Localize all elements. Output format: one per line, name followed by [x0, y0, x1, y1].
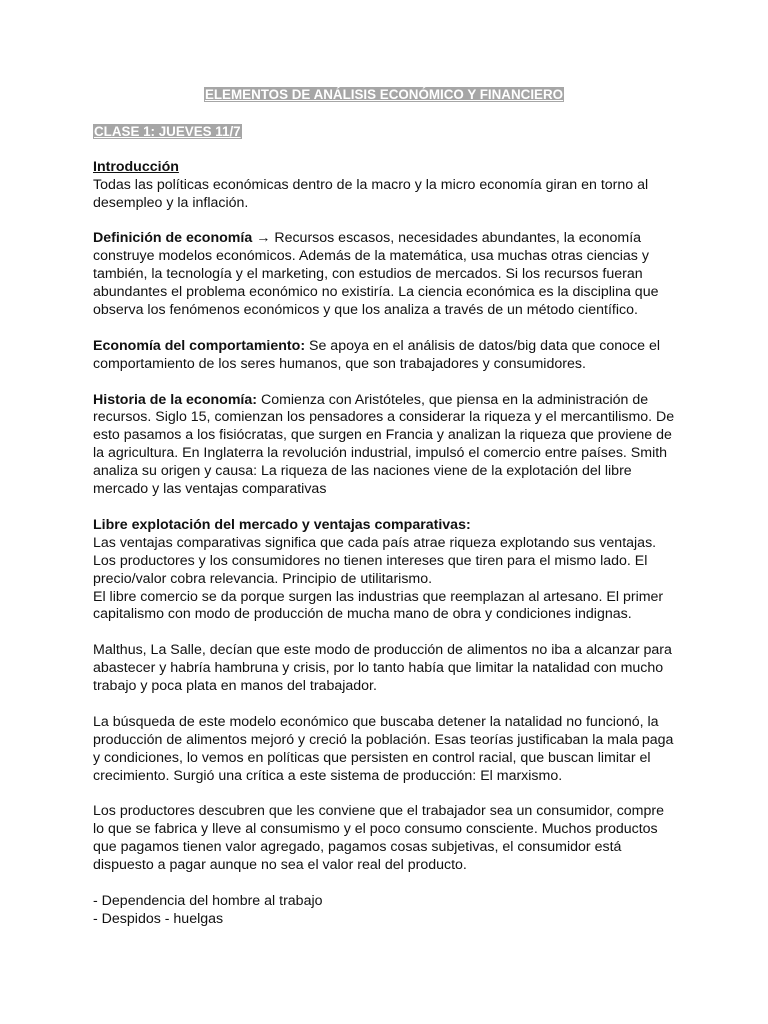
comportamiento-section: [93, 338, 675, 374]
libre-text-2: El libre comercio se da porque surgen las industrias que reemplazan al artesano. El primer capitalismo con modo de producción de mucha mano de obra y condiciones indignas.: [93, 588, 664, 623]
busqueda-text: La búsqueda de este modelo económico que buscaba detener la natalidad no funcionó, la producción de alimentos mejoró y creció la población. Esas teorías justificaban la mala paga y condiciones, lo vemos en políticas que persisten en control racial, que buscan limitar el crecimiento. Surgió una crítica a este sistema de producción: El marxismo.: [93, 713, 674, 784]
definicion-text: → Recursos escasos, necesidades abundantes, la economía construye modelos económicos. Además de la matemática, usa muchas otras ciencias y también, la tecnología y el marketing, con estudios de mercados. Si los recursos fueran abundantes el problema económico no existiría. La ciencia económica es la disciplina que observa los fenómenos económicos y que los analiza a través de un método científico.: [93, 230, 659, 319]
libre-text-1: Las ventajas comparativas significa que cada país atrae riqueza explotando sus ventajas. Los productores y los consumidores no tienen intereses que tiren para el mismo lado. El precio/valor cobra relevancia. Principio de utilitarismo.: [93, 534, 657, 587]
definicion-lead: Definición de economía: [93, 230, 253, 247]
malthus-section: [93, 642, 675, 696]
comportamiento-lead: Economía del comportamiento:: [93, 337, 306, 354]
definicion-section: [93, 230, 675, 320]
document-title: [93, 86, 675, 104]
intro-text: Todas las políticas económicas dentro de la macro y la micro economía giran en torno al desempleo y la inflación.: [93, 176, 649, 211]
title-highlight: ELEMENTOS DE ANÁLISIS ECONÓMICO Y FINANCIERO: [204, 87, 564, 102]
intro-heading: Introducción: [93, 158, 179, 175]
document-body: [93, 86, 675, 929]
historia-lead: Historia de la economía:: [93, 391, 257, 408]
class-date-line: [93, 123, 675, 141]
busqueda-section: [93, 714, 675, 786]
historia-section: [93, 392, 675, 499]
bullet-list: [93, 893, 675, 929]
malthus-text: Malthus, La Salle, decían que este modo de producción de alimentos no iba a alcanzar para abastecer y habría hambruna y crisis, por lo tanto había que limitar la natalidad con mucho trabajo y poca plata en manos del trabajador.: [93, 642, 672, 695]
class-date-highlight: CLASE 1: JUEVES 11/7: [94, 123, 241, 139]
libre-section: [93, 517, 675, 624]
intro-section: [93, 159, 675, 213]
productores-text: Los productores descubren que les conviene que el trabajador sea un consumidor, compre lo que se fabrica y lleve al consumismo y el poco consumo consciente. Muchos productos que pagamos tienen valor agregado, pagamos cosas subjetivas, el consumidor está dispuesto a pagar aunque no sea el valor real del producto.: [93, 803, 665, 874]
comportamiento-text: Se apoya en el análisis de datos/big data que conoce el comportamiento de los seres humanos, que son trabajadores y consumidores.: [93, 337, 661, 372]
list-item: - Despidos - huelgas: [93, 910, 224, 927]
historia-text: Comienza con Aristóteles, que piensa en la administración de recursos. Siglo 15, comienzan los pensadores a considerar la riqueza y el mercantilismo. De esto pasamos a los fisiócratas, que surgen en Francia y analizan la riqueza que proviene de la agricultura. En Inglaterra la revolución industrial, impulsó el comercio entre países. Smith analiza su origen y causa: La riqueza de las naciones viene de la explotación del libre mercado y las ventajas comparativas: [93, 391, 675, 498]
libre-heading: Libre explotación del mercado y ventajas comparativas:: [93, 516, 471, 533]
list-item: - Dependencia del hombre al trabajo: [93, 892, 323, 909]
productores-section: [93, 803, 675, 875]
